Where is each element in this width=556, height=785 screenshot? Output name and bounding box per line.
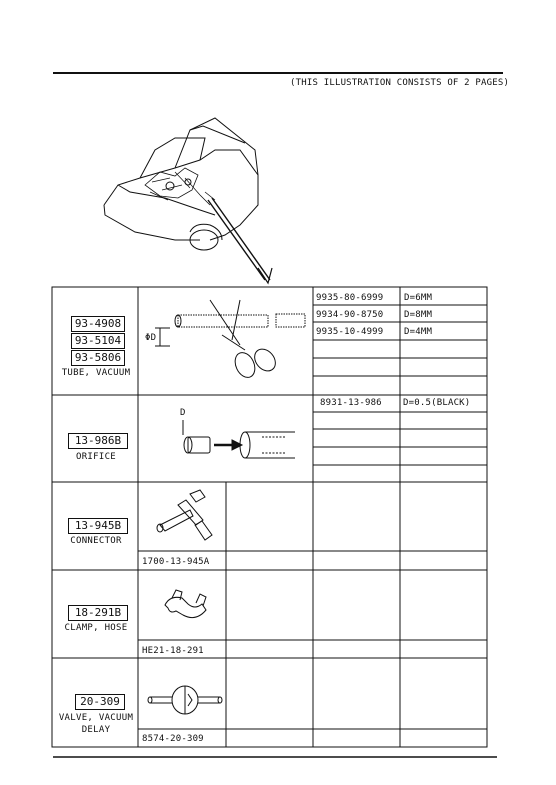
row-part-number: 8931-13-986 bbox=[320, 398, 382, 408]
sub-part-number: HE21-18-291 bbox=[142, 646, 204, 656]
part-number-box: 93-5104 bbox=[71, 333, 125, 349]
illustration-note: (THIS ILLUSTRATION CONSISTS OF 2 PAGES) bbox=[290, 78, 510, 88]
part-name: CLAMP, HOSE bbox=[64, 623, 128, 633]
part-number-box: 13-945B bbox=[68, 518, 128, 534]
row-spec: D=8MM bbox=[404, 310, 433, 320]
part-name: ORIFICE bbox=[75, 452, 117, 462]
part-number-box: 13-986B bbox=[68, 433, 128, 449]
dimension-label-phi-d: ΦD bbox=[145, 333, 157, 343]
part-number-box: 20-309 bbox=[75, 694, 125, 710]
row-spec: D=0.5(BLACK) bbox=[403, 398, 471, 408]
part-name: TUBE, VACUUM bbox=[61, 368, 131, 378]
row-part-number: 9935-80-6999 bbox=[316, 293, 384, 303]
row-part-number: 9935-10-4999 bbox=[316, 327, 384, 337]
orifice-insert-icon bbox=[183, 420, 295, 458]
car-engine-bay-icon bbox=[104, 118, 272, 283]
part-name-line-1: VALVE, VACUUM bbox=[58, 713, 134, 723]
part-number-box: 93-4908 bbox=[71, 316, 125, 332]
part-name-line-2: DELAY bbox=[81, 725, 111, 735]
top-rule bbox=[53, 72, 503, 74]
dimension-label-d: D bbox=[180, 408, 186, 418]
vacuum-delay-valve-icon bbox=[148, 686, 222, 714]
row-part-number: 9934-90-8750 bbox=[316, 310, 384, 320]
sub-part-number: 8574-20-309 bbox=[142, 734, 204, 744]
row-spec: D=4MM bbox=[404, 327, 433, 337]
part-name: CONNECTOR bbox=[70, 536, 122, 546]
row-spec: D=6MM bbox=[404, 293, 433, 303]
sub-part-number: 1700-13-945A bbox=[142, 557, 210, 567]
hose-clamp-icon bbox=[165, 590, 206, 618]
vacuum-tube-with-scissors-icon bbox=[155, 300, 305, 381]
part-number-box: 93-5806 bbox=[71, 350, 125, 366]
part-number-box: 18-291B bbox=[68, 605, 128, 621]
t-connector-icon bbox=[157, 490, 212, 540]
